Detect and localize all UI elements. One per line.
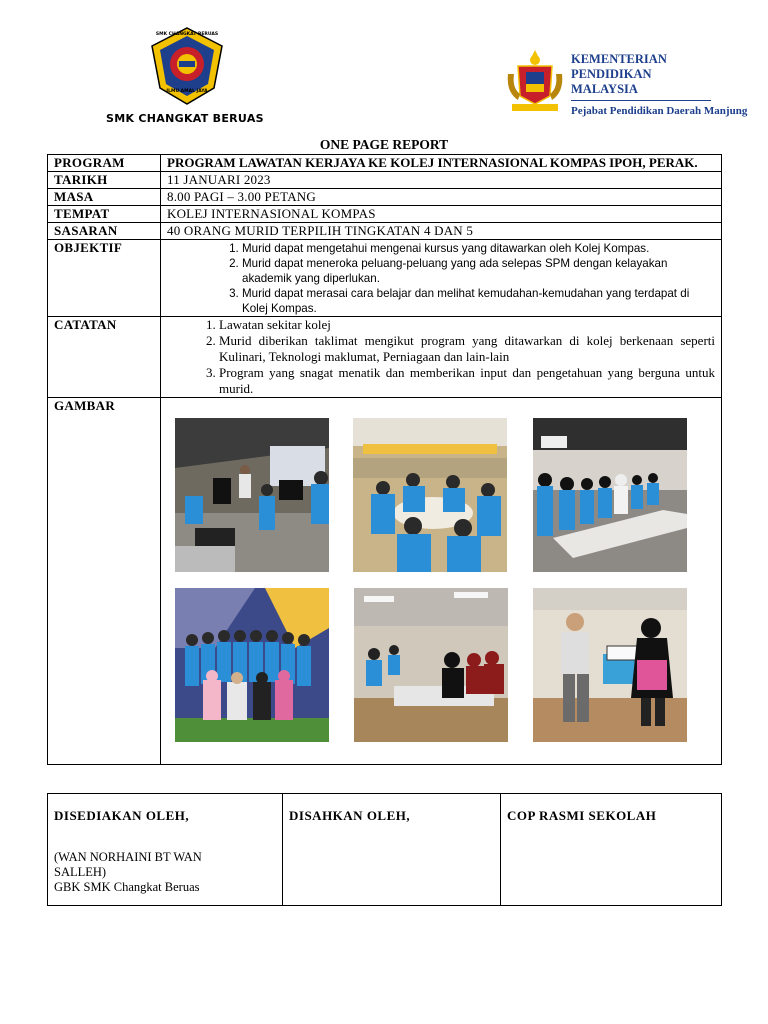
- row-sasaran: [48, 223, 722, 240]
- prepared-by-cell: [48, 794, 283, 906]
- photo-computer-lab: [175, 418, 329, 572]
- tarikh-value: 11 JANUARI 2023: [161, 172, 722, 189]
- prepared-by-label: DISEDIAKAN OLEH,: [54, 808, 190, 823]
- row-tarikh: [48, 172, 722, 189]
- photo-kitchen: [533, 418, 687, 572]
- official-stamp-cell: [501, 794, 722, 906]
- masa-value: 8.00 PAGI – 3.00 PETANG: [161, 189, 722, 206]
- catatan-label: CATATAN: [48, 317, 161, 398]
- row-objektif: [48, 240, 722, 317]
- ministry-divider: [571, 100, 711, 101]
- program-label: PROGRAM: [48, 155, 161, 172]
- list-item: 1. Lawatan sekitar kolej: [219, 317, 715, 333]
- row-tempat: [48, 206, 722, 223]
- school-logo: [148, 26, 226, 106]
- list-item: 2. Murid diberikan taklimat mengikut program yang ditawarkan di kolej berkenaan seperti Kulinari, Teknologi maklumat, Perniagaan dan lain-lain: [219, 333, 715, 365]
- official-stamp-label: COP RASMI SEKOLAH: [507, 808, 657, 823]
- photo-gallery: [161, 398, 721, 764]
- row-masa: [48, 189, 722, 206]
- list-item: 3. Program yang snagat menatik dan memberikan input dan pengetahuan yang berguna untuk murid.: [219, 365, 715, 397]
- school-name: SMK CHANGKAT BERUAS: [106, 112, 264, 125]
- prepared-by-signer: [54, 850, 276, 895]
- photo-cafeteria: [353, 418, 507, 572]
- school-logo-text: SMK CHANGKAT BERUAS: [155, 32, 219, 37]
- ministry-name: [571, 52, 667, 97]
- ministry-line-1: KEMENTERIAN: [571, 52, 667, 66]
- row-gambar: [48, 398, 722, 765]
- tarikh-label: TARIKH: [48, 172, 161, 189]
- school-logo-motto: ILMU AMAL JAYA: [166, 89, 208, 94]
- catatan-value: [161, 317, 722, 398]
- tempat-value: KOLEJ INTERNASIONAL KOMPAS: [161, 206, 722, 223]
- program-value: PROGRAM LAWATAN KERJAYA KE KOLEJ INTERNASIONAL KOMPAS IPOH, PERAK.: [161, 155, 722, 172]
- photo-handover: [533, 588, 687, 742]
- signature-table: [47, 793, 722, 906]
- report-title: ONE PAGE REPORT: [319, 137, 449, 152]
- objektif-label: OBJEKTIF: [48, 240, 161, 317]
- objektif-value: [161, 240, 722, 317]
- objektif-list: [167, 241, 715, 316]
- list-item: 1. Murid dapat mengetahui mengenai kursus yang ditawarkan oleh Kolej Kompas.: [242, 241, 715, 256]
- tempat-label: TEMPAT: [48, 206, 161, 223]
- masa-label: MASA: [48, 189, 161, 206]
- list-item: 3. Murid dapat merasai cara belajar dan melihat kemudahan-kemudahan yang terdapat di Kolej Kompas.: [242, 286, 715, 316]
- approved-by-label: DISAHKAN OLEH,: [289, 808, 411, 823]
- prepared-by-name-line2: SALLEH): [54, 865, 107, 879]
- ministry-line-3: MALAYSIA: [571, 82, 638, 96]
- ministry-line-2: PENDIDIKAN: [571, 67, 652, 81]
- ministry-crest-icon: [504, 48, 566, 116]
- photo-classroom: [354, 588, 508, 742]
- gambar-label: GAMBAR: [48, 398, 161, 765]
- gambar-value: [161, 398, 722, 765]
- sasaran-value: 40 ORANG MURID TERPILIH TINGKATAN 4 DAN 5: [161, 223, 722, 240]
- row-program: [48, 155, 722, 172]
- sasaran-label: SASARAN: [48, 223, 161, 240]
- row-catatan: [48, 317, 722, 398]
- photo-group: [175, 588, 329, 742]
- prepared-by-name-line1: (WAN NORHAINI BT WAN: [54, 850, 202, 864]
- prepared-by-role: GBK SMK Changkat Beruas: [54, 880, 200, 894]
- catatan-list: [167, 317, 715, 397]
- report-table: [47, 154, 722, 765]
- approved-by-cell: [283, 794, 501, 906]
- list-item: 2. Murid dapat meneroka peluang-peluang yang ada selepas SPM dengan kelayakan akademik yang diperlukan.: [242, 256, 715, 286]
- ministry-office: Pejabat Pendidikan Daerah Manjung: [571, 105, 748, 117]
